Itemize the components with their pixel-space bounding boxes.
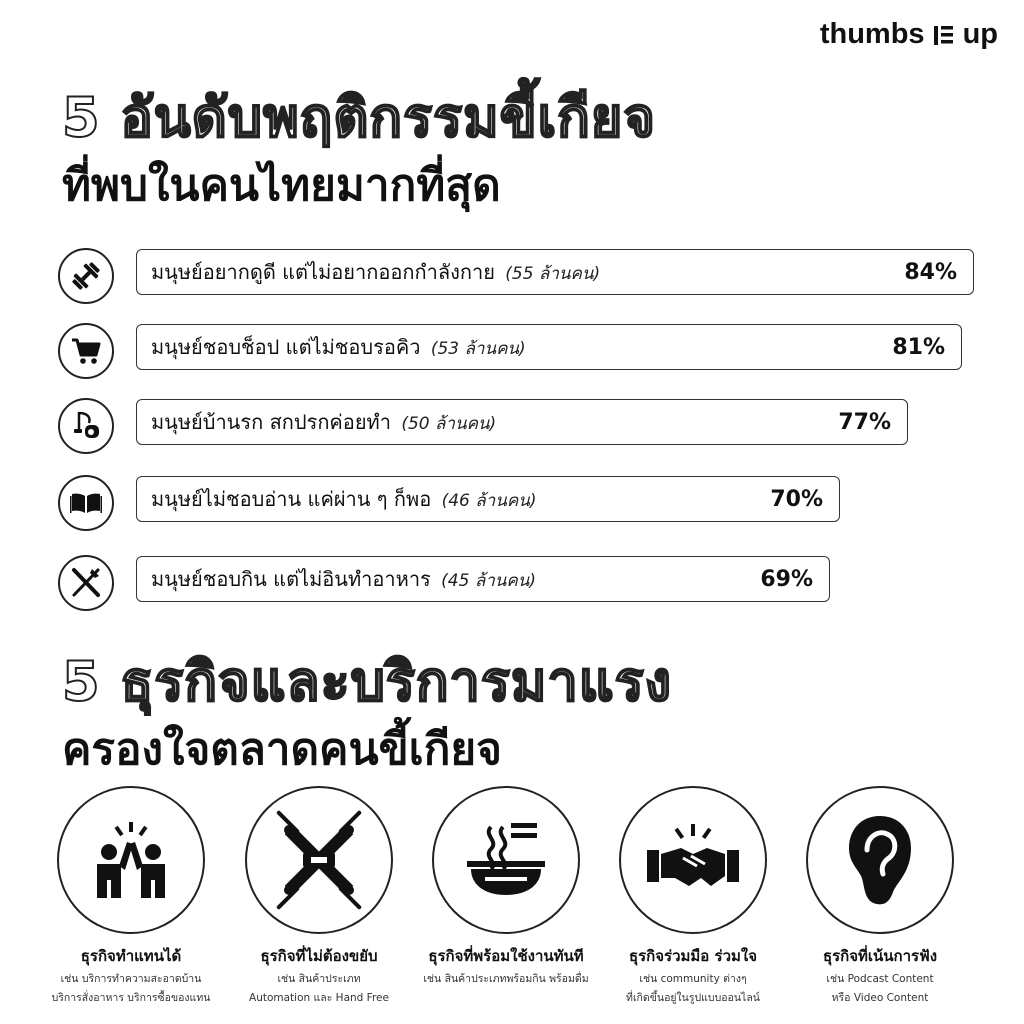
- stat-percent: 77%: [838, 409, 891, 435]
- stat-note: (55 ล้านคน): [505, 264, 601, 284]
- brand-logo: [820, 18, 998, 51]
- business-card: [225, 786, 413, 1006]
- vacuum-cleaner-icon: [58, 398, 114, 454]
- stat-bar: [136, 249, 974, 295]
- shopping-cart-icon: [58, 323, 114, 379]
- business-desc-line2: บริการสั่งอาหาร บริการซื้อของแทน: [51, 992, 211, 1004]
- business-desc-line1: เช่น สินค้าประเภทพร้อมกิน พร้อมดื่ม: [423, 973, 589, 985]
- business-desc-line1: เช่น บริการทำความสะอาดบ้าน: [60, 973, 202, 985]
- business-desc-line2: ที่เกิดขึ้นอยู่ในรูปแบบออนไลน์: [626, 992, 760, 1004]
- stat-bar: [136, 324, 962, 370]
- business-desc-line2: Automation และ Hand Free: [249, 992, 389, 1004]
- business-title: ธุรกิจที่พร้อมใช้งานทันที: [428, 947, 584, 965]
- stat-bar: [136, 556, 830, 602]
- drone-icon: [245, 786, 393, 934]
- stat-label: มนุษย์ไม่ชอบอ่าน แค่ผ่าน ๆ ก็พอ: [151, 487, 432, 511]
- stat-note: (45 ล้านคน): [441, 571, 537, 591]
- fork-knife-icon: [58, 555, 114, 611]
- business-title: ธุรกิจที่ไม่ต้องขยับ: [260, 947, 378, 965]
- stat-note: (46 ล้านคน): [441, 491, 537, 511]
- ear-icon: [806, 786, 954, 934]
- business-desc-line1: เช่น Podcast Content: [826, 973, 934, 985]
- stat-label: มนุษย์อยากดูดี แต่ไม่อยากออกกำลังกาย: [151, 260, 495, 284]
- business-card: [786, 786, 974, 1006]
- headline-2-solid: ครองใจตลาดคนขี้เกียจ: [62, 724, 502, 775]
- stat-percent: 81%: [892, 334, 945, 360]
- business-title: ธุรกิจร่วมมือ ร่วมใจ: [628, 947, 758, 965]
- stat-percent: 70%: [770, 486, 823, 512]
- stat-label: มนุษย์ชอบกิน แต่ไม่อินทำอาหาร: [151, 567, 431, 591]
- business-title: ธุรกิจทำแทนได้: [80, 947, 182, 965]
- business-desc-line1: เช่น community ต่างๆ: [639, 973, 747, 985]
- high-five-icon: [57, 786, 205, 934]
- business-desc-line1: เช่น สินค้าประเภท: [277, 973, 361, 985]
- headline-1-solid: ที่พบในคนไทยมากที่สุด: [62, 160, 501, 211]
- thumbs-up-logo-icon: [933, 23, 955, 47]
- brand-name-right: up: [962, 18, 998, 50]
- stat-label: มนุษย์บ้านรก สกปรกค่อยทำ: [151, 410, 391, 434]
- handshake-icon: [619, 786, 767, 934]
- dumbbell-icon: [58, 248, 114, 304]
- stat-note: (50 ล้านคน): [401, 414, 497, 434]
- business-card: [599, 786, 787, 1006]
- business-title: ธุรกิจที่เน้นการฟัง: [822, 947, 938, 965]
- stat-percent: 69%: [760, 566, 813, 592]
- brand-name-left: thumbs: [819, 18, 925, 50]
- stat-bar: [136, 476, 840, 522]
- business-card: [412, 786, 600, 987]
- open-book-icon: [58, 475, 114, 531]
- business-desc-line2: หรือ Video Content: [831, 992, 929, 1004]
- stat-label: มนุษย์ชอบช็อป แต่ไม่ชอบรอคิว: [151, 335, 421, 359]
- noodle-bowl-icon: [432, 786, 580, 934]
- headline-2-outline: 5 ธุรกิจและบริการมาแรง: [62, 650, 672, 713]
- stat-bar: [136, 399, 908, 445]
- stat-note: (53 ล้านคน): [430, 339, 526, 359]
- headline-1-outline: 5 อันดับพฤติกรรมขี้เกียจ: [62, 86, 657, 149]
- business-card: [37, 786, 225, 1006]
- stat-percent: 84%: [904, 259, 957, 285]
